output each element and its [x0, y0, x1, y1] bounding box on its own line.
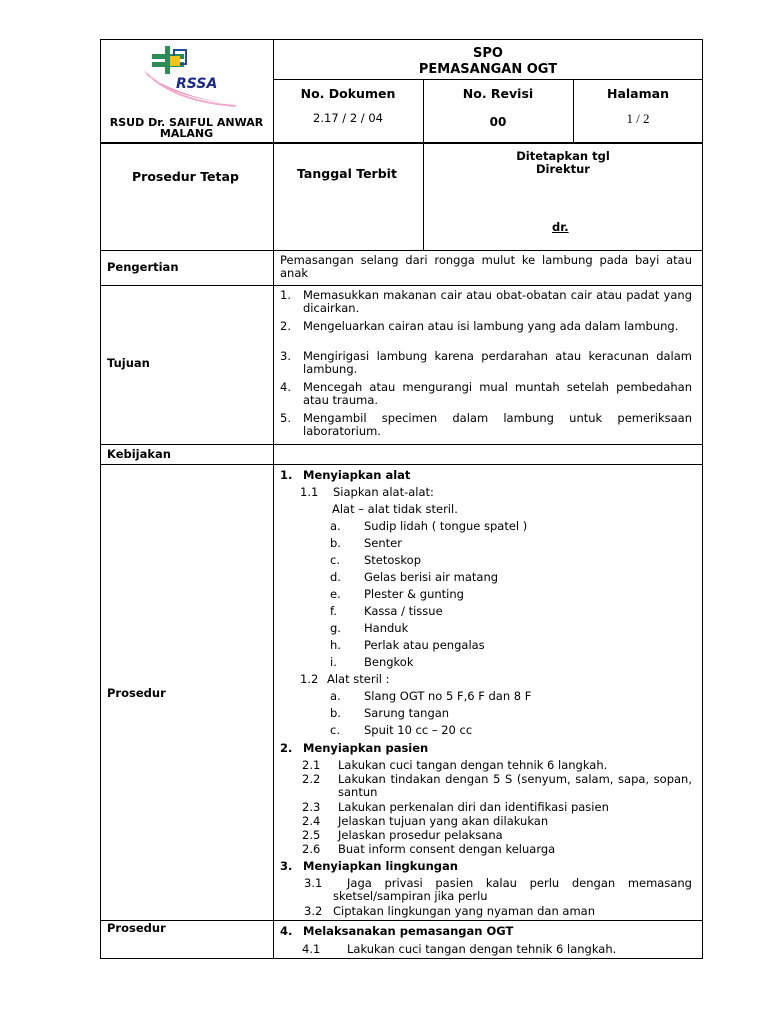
tool-letter: f. — [330, 604, 337, 618]
substep-number: 2.4 — [302, 814, 321, 828]
director-label: Direktur — [536, 162, 590, 176]
substep-number: 4.1 — [302, 942, 321, 956]
tool-item: Kassa / tissue — [364, 604, 443, 618]
substep-number: 2.2 — [302, 772, 321, 786]
procedure-label: Prosedur Tetap — [132, 169, 239, 184]
substep-text: Buat inform consent dengan keluarga — [338, 842, 556, 856]
tool-letter: h. — [330, 638, 341, 652]
substep-text: Jelaskan tujuan yang akan dilakukan — [338, 814, 549, 828]
tujuan-item: Mengirigasi lambung karena perdarahan atau keracunan dalam lambung. — [303, 349, 692, 376]
tujuan-item: Mengeluarkan cairan atau isi lambung yang ada dalam lambung. — [303, 319, 679, 333]
tool-item: Stetoskop — [364, 553, 422, 567]
sterile-item: Slang OGT no 5 F,6 F dan 8 F — [364, 689, 532, 703]
tool-item: Senter — [364, 536, 402, 550]
page-label: Halaman — [607, 86, 669, 101]
page-value: 1 / 2 — [626, 111, 650, 126]
pengertian-label: Pengertian — [107, 260, 179, 274]
signer-name: dr. — [552, 220, 569, 234]
sterile-item: Sarung tangan — [364, 706, 450, 720]
tool-item: Perlak atau pengalas — [364, 638, 485, 652]
tool-letter: a. — [330, 519, 341, 533]
substep-text: Lakukan cuci tangan dengan tehnik 6 langkah. — [338, 758, 608, 772]
divider — [100, 920, 703, 921]
substep-number: 3.2 — [304, 904, 323, 918]
substep-number: 3.1 — [304, 876, 323, 890]
tool-letter: e. — [330, 587, 341, 601]
substep-text: Lakukan cuci tangan dengan tehnik 6 langkah. — [347, 942, 617, 956]
issue-date-label: Tanggal Terbit — [297, 166, 397, 181]
tujuan-number: 2. — [280, 319, 291, 333]
tujuan-number: 3. — [280, 349, 291, 363]
tujuan-number: 5. — [280, 411, 291, 425]
sterile-item: Spuit 10 cc – 20 cc — [364, 723, 473, 737]
divider — [273, 143, 274, 959]
step-number: 3. — [280, 859, 293, 873]
logo-text: RSSA — [176, 76, 218, 92]
substep-text: Jelaskan prosedur pelaksana — [338, 828, 503, 842]
substep-number: 2.6 — [302, 842, 321, 856]
established-label: Ditetapkan tgl — [516, 149, 610, 163]
substep-number: 1.1 — [300, 485, 319, 499]
substep-number: 2.5 — [302, 828, 321, 842]
doc-title-line1: SPO — [473, 46, 503, 61]
step-title: Menyiapkan alat — [303, 468, 411, 482]
tujuan-item: Mengambil specimen dalam lambung untuk pemeriksaan laboratorium. — [303, 411, 692, 438]
substep-number: 1.2 — [300, 672, 319, 686]
step-title: Menyiapkan lingkungan — [303, 859, 458, 873]
substep-text: Alat – alat tidak steril. — [332, 502, 458, 516]
sterile-letter: b. — [330, 706, 341, 720]
doc-number-value: 2.17 / 2 / 04 — [313, 111, 383, 125]
tujuan-item: Memasukkan makanan cair atau obat-obatan cair atau padat yang dicairkan. — [303, 288, 692, 315]
substep-number: 2.3 — [302, 800, 321, 814]
substep-text: Siapkan alat-alat: — [333, 485, 434, 499]
tool-letter: d. — [330, 570, 341, 584]
tujuan-item: Mencegah atau mengurangi mual muntah setelah pembedahan atau trauma. — [303, 380, 692, 407]
tool-item: Sudip lidah ( tongue spatel ) — [364, 519, 528, 533]
hospital-logo — [140, 44, 250, 114]
tujuan-label: Tujuan — [107, 356, 150, 370]
divider — [100, 444, 703, 445]
tujuan-number: 4. — [280, 380, 291, 394]
tool-letter: c. — [330, 553, 340, 567]
divider — [100, 285, 703, 286]
tool-item: Plester & gunting — [364, 587, 464, 601]
pengertian-text: Pemasangan selang dari rongga mulut ke lambung pada bayi atau anak — [280, 253, 692, 280]
revision-label: No. Revisi — [462, 86, 534, 101]
tool-item: Gelas berisi air matang — [364, 570, 499, 584]
divider — [100, 250, 703, 251]
hospital-name-line2: MALANG — [159, 127, 214, 140]
tool-item: Bengkok — [364, 655, 414, 669]
substep-number: 2.1 — [302, 758, 321, 772]
substep-text: Jaga privasi pasien kalau perlu dengan memasang sketsel/sampiran jika perlu — [333, 876, 692, 903]
divider — [273, 79, 703, 80]
substep-text: Ciptakan lingkungan yang nyaman dan aman — [333, 904, 595, 918]
prosedur-label: Prosedur — [107, 686, 166, 700]
tool-letter: b. — [330, 536, 341, 550]
doc-title-line2: PEMASANGAN OGT — [418, 62, 558, 77]
tool-item: Handuk — [364, 621, 409, 635]
prosedur-label-continued: Prosedur — [107, 921, 166, 935]
sterile-letter: c. — [330, 723, 340, 737]
revision-value: 00 — [489, 115, 507, 129]
step-title: Menyiapkan pasien — [303, 741, 429, 755]
substep-text: Lakukan tindakan dengan 5 S (senyum, salam, sapa, sopan, santun — [338, 772, 692, 799]
tool-letter: g. — [330, 621, 341, 635]
sterile-letter: a. — [330, 689, 341, 703]
step-title: Melaksanakan pemasangan OGT — [303, 924, 514, 938]
tujuan-number: 1. — [280, 288, 291, 302]
tool-letter: i. — [330, 655, 337, 669]
step-number: 2. — [280, 741, 293, 755]
step-number: 4. — [280, 924, 293, 938]
doc-number-label: No. Dokumen — [300, 86, 396, 101]
substep-text: Alat steril : — [327, 672, 390, 686]
substep-text: Lakukan perkenalan diri dan identifikasi pasien — [338, 800, 609, 814]
divider — [100, 464, 703, 465]
hospital-name-line1: RSUD Dr. SAIFUL ANWAR — [109, 116, 264, 129]
step-number: 1. — [280, 468, 293, 482]
kebijakan-label: Kebijakan — [107, 447, 171, 461]
